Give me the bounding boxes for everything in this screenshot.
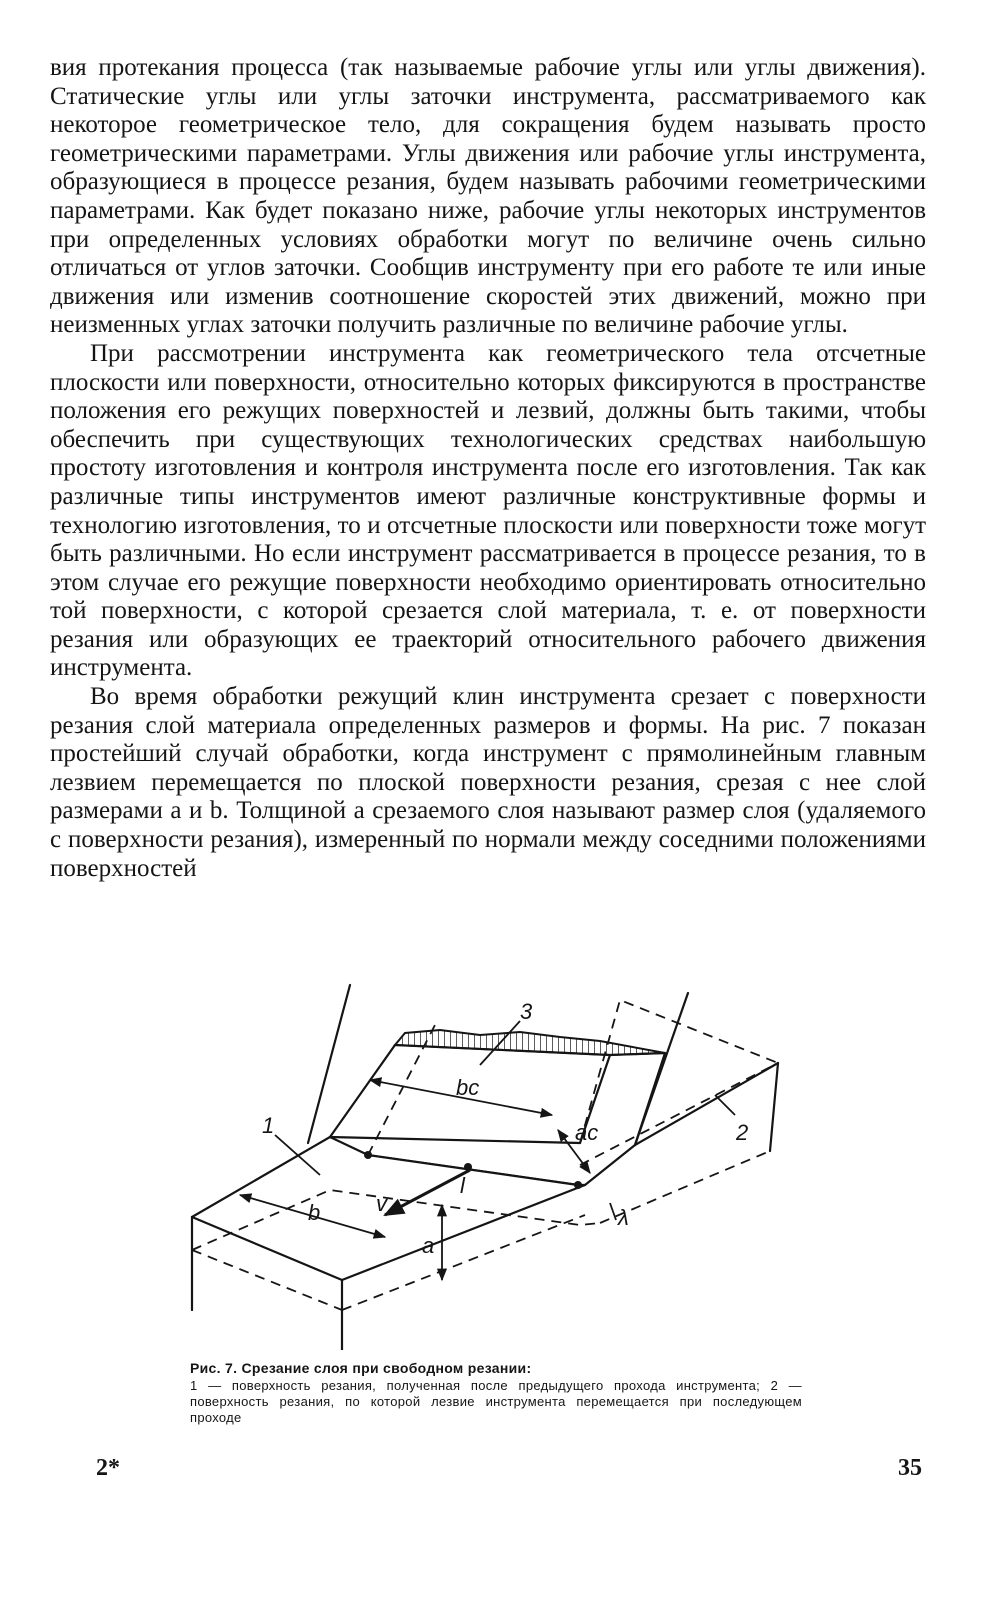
cut-step-inner [330,1137,580,1143]
label-1: 1 [262,1113,275,1138]
leader-2 [715,1095,735,1115]
paragraph-3: Во время обработки режущий клин инструмента срезает с поверхности резания слой материала определенных размеров и формы. На рис. 7 показан простейший случай обработки, когда инструмент с прямолинейным главным лезвием перемещается по плоской поверхности резания, срезая с нее слой размерами a и b. Толщиной a срезаемого слоя называют размер слоя (удаляемого с поверхности резания), измеренный по нормали между соседними положениями поверхностей [50,683,926,882]
signature-mark: 2* [96,1455,120,1481]
hidden-line-3 [342,1215,585,1310]
hidden-line-2 [192,1250,342,1310]
point-3 [574,1181,582,1189]
label-ac: ac [575,1120,599,1145]
hidden-line-4 [580,1063,778,1165]
label-l: l [460,1173,465,1198]
caption-title: Рис. 7. Срезание слоя при свободном резании: [190,1360,532,1376]
block-front-top-edge [192,1217,342,1280]
chip-hatch [395,1030,665,1055]
label-bc: bc [456,1075,480,1100]
figure-7 [180,975,820,1350]
page-number: 35 [898,1455,922,1481]
tool-top-right [770,1063,778,1151]
paragraph-1: вия протекания процесса (так называемые рабочие углы или углы движения). Статические углы или углы заточки инструмента, рассматриваемого как некоторое геометрическое тело, для сокращения будем называть просто геометрическими параметрами. Углы движения или рабочие углы инструмента, образующиеся в процессе резания, будем называть рабочими геометрическими параметрами. Как будет показано ниже, рабочие углы некоторых инструментов при определенных условиях обработки могут по величине очень сильно отличаться от углов заточки. Сообщив инструменту при его работе те или иные движения или изменив соотношение скоростей этих движений, можно при неизменных углах заточки получить различные по величине рабочие углы. [50,54,926,339]
body-text [50,54,926,883]
label-v: v [376,1191,387,1216]
paragraph-2: При рассмотрении инструмента как геометрического тела отсчетные плоскости или поверхности, относительно которых фиксируются в пространстве положения его режущих поверхностей и лезвий, должны быть такими, чтобы обеспечить при существующих технологических средствах наибольшую простоту изготовления и контроля инструмента после его изготовления. Так как различные типы инструментов имеют различные конструктивные формы и технологию изготовления, то и отсчетные плоскости или поверхности тоже могут быть различными. Но если инструмент рассматривается в процессе резания, то в этом случае его режущие поверхности необходимо ориентировать относительно той поверхности, с которой срезается слой материала, т. е. от поверхности резания или образующих ее траекторий относительного рабочего движения инструмента. [50,339,926,682]
chip-right-edge [585,1053,665,1185]
tool-right-slope [635,1063,778,1145]
label-2: 2 [736,1120,749,1145]
lambda-mark [610,1203,616,1220]
figure-caption [190,1360,802,1426]
point-1 [364,1151,372,1159]
leader-1 [275,1135,320,1175]
label-lambda: λ [618,1205,629,1230]
line-l [368,1155,580,1185]
label-b: b [308,1200,321,1225]
label-3: 3 [520,999,533,1024]
label-a: a [422,1233,435,1258]
caption-body: 1 — поверхность резания, полученная после предыдущего прохода инструмента; 2 — поверхность резания, по которой лезвие инструмента перемещается при последующем проходе [190,1378,802,1425]
figure-7-diagram [180,975,820,1350]
point-2 [464,1163,472,1171]
